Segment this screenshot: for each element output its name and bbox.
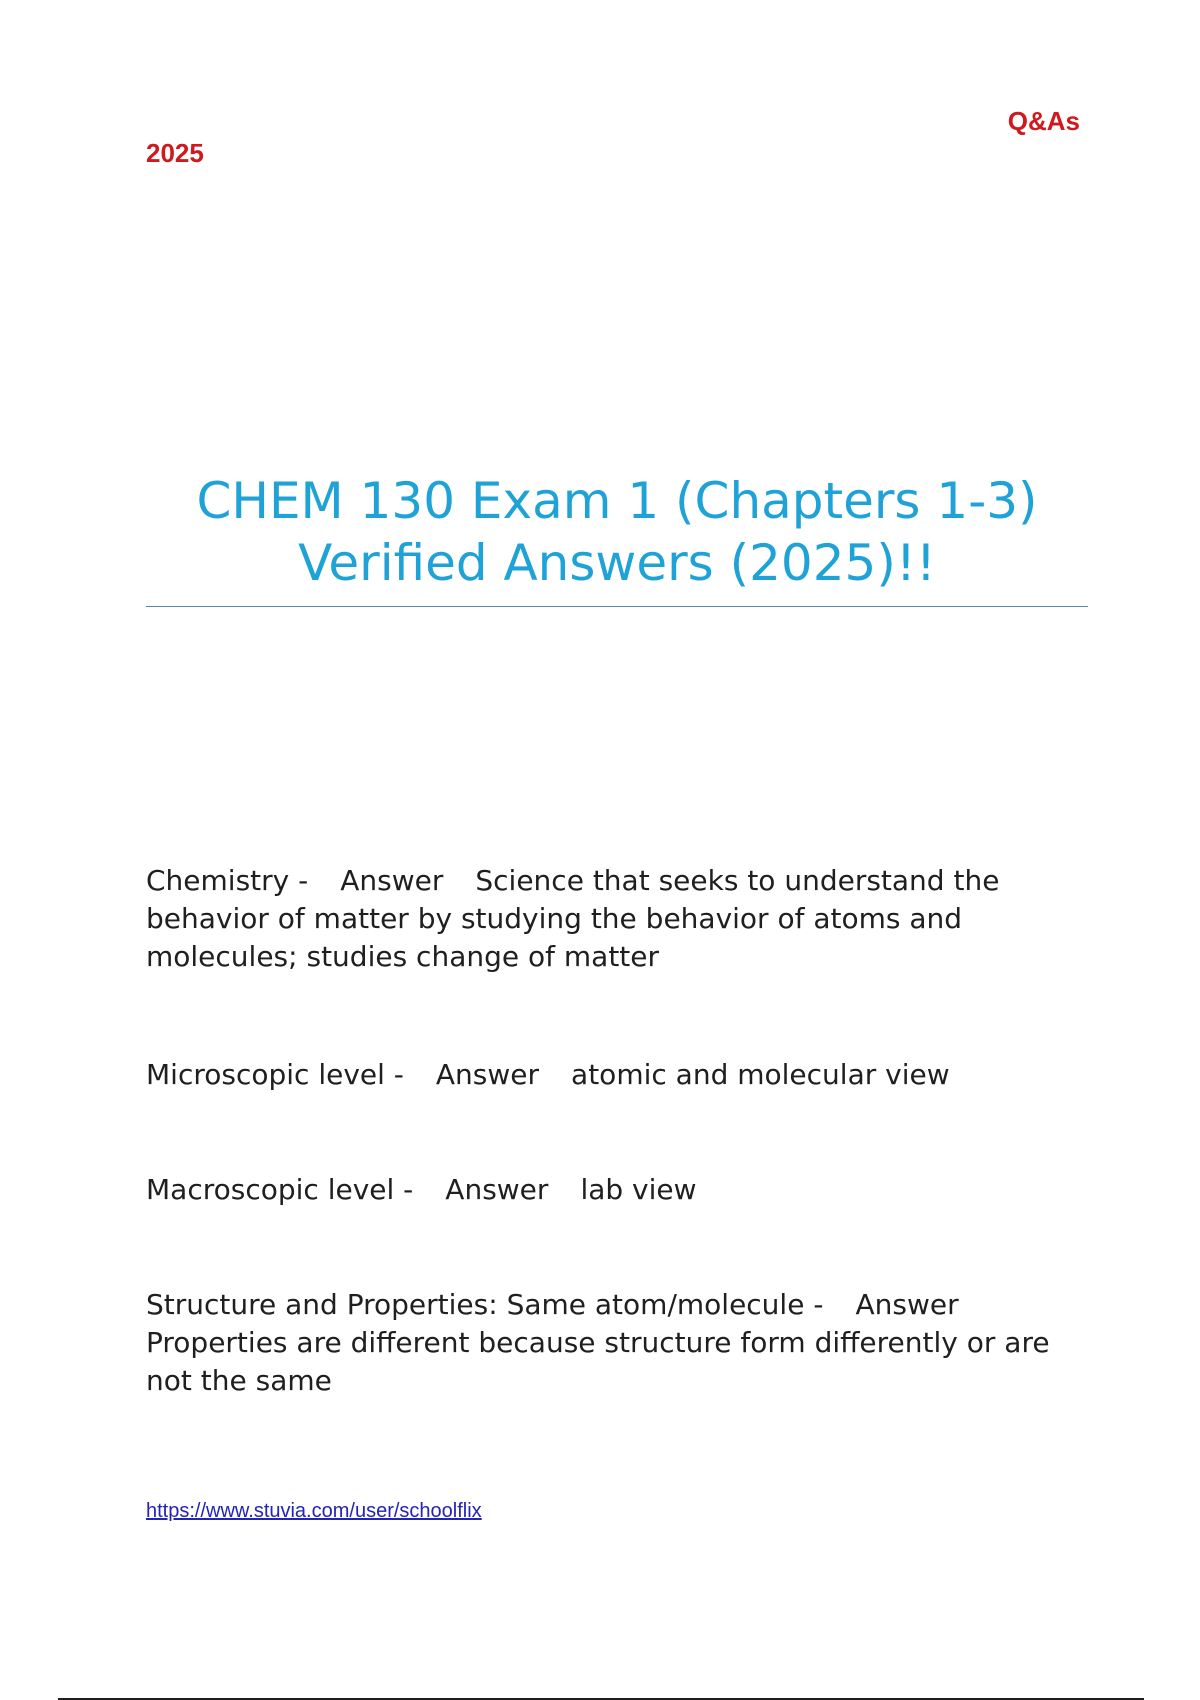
header-qas-label: Q&As: [1007, 106, 1080, 136]
qa-item-macroscopic-level: [146, 1171, 1086, 1209]
qa-term: Microscopic level -: [146, 1058, 404, 1091]
qa-list: [146, 862, 1086, 1400]
qa-answer: Science that seeks to understand the behavior of matter by studying the behavior of atoms and molecules; studies change of matter: [146, 864, 1000, 973]
qa-answer: lab view: [580, 1173, 697, 1206]
stuvia-profile-link[interactable]: https://www.stuvia.com/user/schoolflix: [146, 1500, 482, 1522]
qa-answer: atomic and molecular view: [571, 1058, 950, 1091]
qa-item-chemistry: [146, 862, 1086, 976]
qa-term: Macroscopic level -: [146, 1173, 414, 1206]
qa-term: Chemistry -: [146, 864, 309, 897]
qa-answer: Properties are different because structure form differently or are not the same: [146, 1326, 1050, 1397]
qa-item-microscopic-level: [146, 1056, 1086, 1094]
qa-term: Structure and Properties: Same atom/molecule -: [146, 1288, 824, 1321]
title-line-2: Verified Answers (2025)!!: [298, 534, 936, 592]
title-line-1: CHEM 130 Exam 1 (Chapters 1-3): [196, 472, 1038, 530]
qa-answer-label: Answer: [340, 864, 444, 897]
qa-answer-label: Answer: [855, 1288, 959, 1321]
qa-item-structure-and-properties: [146, 1286, 1086, 1400]
qa-answer-label: Answer: [445, 1173, 549, 1206]
document-title: [146, 470, 1088, 607]
header-year-label: 2025: [146, 138, 204, 168]
qa-answer-label: Answer: [435, 1058, 540, 1091]
